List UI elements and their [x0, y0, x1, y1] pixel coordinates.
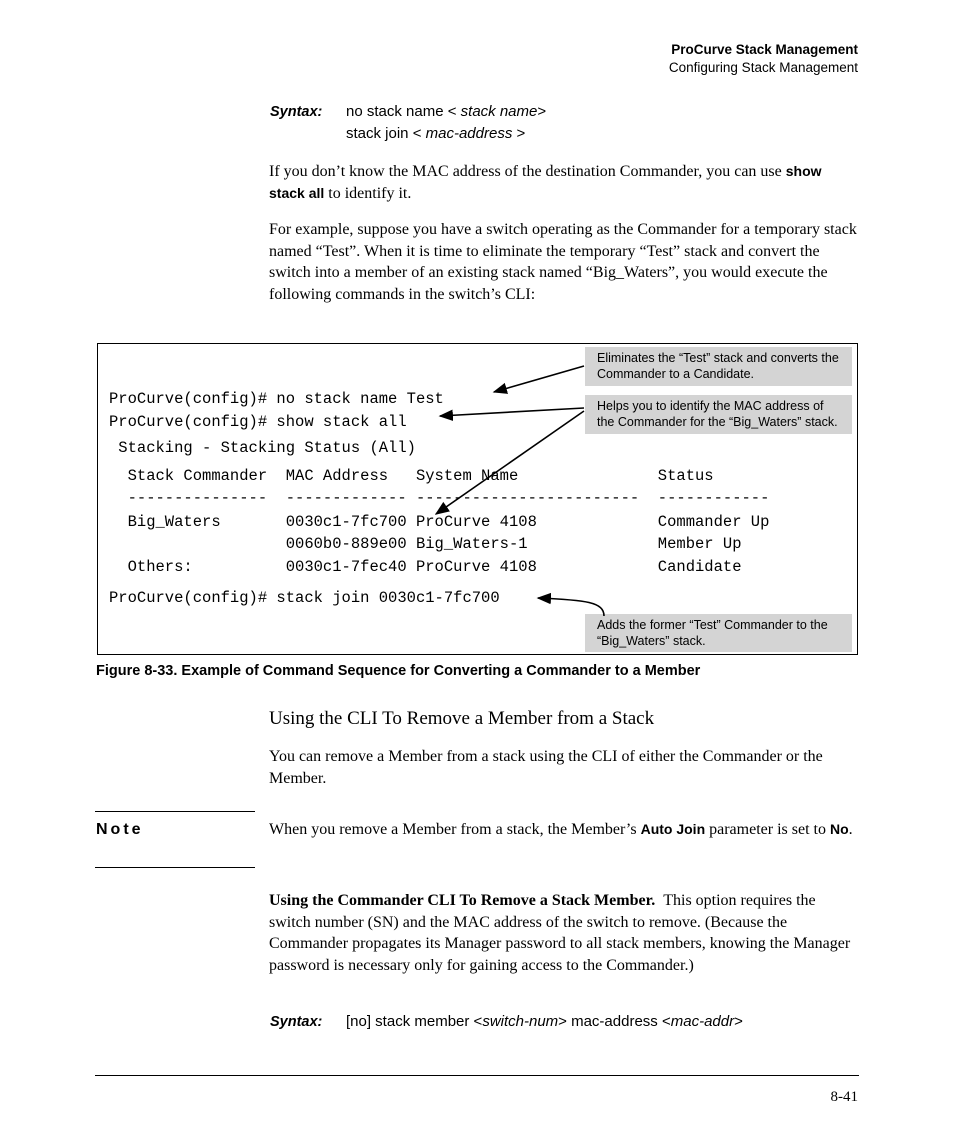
running-header [669, 41, 858, 77]
arrow-to-stack-join [538, 598, 604, 616]
syntax-line-stack-join [346, 125, 525, 142]
cli-figure [97, 343, 858, 655]
figure-caption: Figure 8-33. Example of Command Sequence for Converting a Commander to a Member [96, 663, 701, 679]
callout-show-stack-all: Helps you to identify the MAC address of the Commander for the “Big_Waters” stack. [585, 395, 852, 434]
syntax-label: Syntax: [270, 1014, 323, 1030]
syntax-param: mac-address [425, 125, 513, 142]
syntax-text: [no] stack member < [346, 1013, 483, 1030]
cli-line-show-stack-all: ProCurve(config)# show stack all [109, 413, 407, 431]
syntax-text: no stack name < [346, 103, 461, 120]
section-intro: You can remove a Member from a stack using the CLI of either the Commander or the Member. [269, 748, 823, 787]
syntax-text: > [537, 103, 547, 120]
paragraph-text: to identify it. [324, 184, 412, 202]
subsection-body: This option requires the switch number (SN) and the MAC address of the switch to remove. (Because the Commander propagates its Manager password to all stack members, knowing the Manager password is necessary only for gaining access to the Commander.) [269, 892, 851, 974]
syntax-label: Syntax: [270, 104, 323, 120]
cli-line-stack-join: ProCurve(config)# stack join 0030c1-7fc700 [109, 589, 500, 607]
syntax-param: stack name [460, 103, 538, 120]
page-number: 8-41 [830, 1089, 858, 1105]
command-text: show stack all [269, 163, 822, 201]
note-text [269, 819, 859, 841]
note-body-text: . [848, 821, 853, 838]
note-body-text: When you remove a Member from a stack, the Member’s [269, 821, 641, 838]
section-title: Using the CLI To Remove a Member from a Stack [269, 708, 655, 729]
cli-table-row: Big_Waters 0030c1-7fc700 ProCurve 4108 Commander Up [109, 513, 770, 531]
paragraph-example: For example, suppose you have a switch operating as the Commander for a temporary stack named “Test”. When it is time to eliminate the temporary “Test” stack and convert the switch into a member of an existing stack named “Big_Waters”, you would execute the following commands in the switch’s CLI: [269, 221, 857, 303]
syntax-param: mac-addr [670, 1013, 735, 1030]
cli-table-row: 0060b0-889e00 Big_Waters-1 Member Up [109, 535, 742, 553]
syntax-text: > [512, 125, 526, 142]
note-label: Note [96, 821, 144, 838]
syntax-param: switch-num [482, 1013, 559, 1030]
header-title: ProCurve Stack Management [671, 42, 858, 57]
note-bottom-rule [95, 867, 255, 868]
arrow-to-show-stack-all [440, 408, 584, 416]
cli-table-header: Stack Commander MAC Address System Name Status [109, 467, 714, 485]
callout-stack-join: Adds the former “Test” Commander to the “Big_Waters” stack. [585, 614, 852, 652]
syntax-text: > [734, 1013, 743, 1030]
paragraph-identify-mac [269, 161, 859, 204]
cli-table-divider: --------------- ------------- ------------------------ ------------ [109, 489, 770, 507]
arrow-to-mac-address [436, 411, 584, 514]
header-subtitle: Configuring Stack Management [668, 60, 858, 75]
syntax-line-stack-member [346, 1013, 743, 1030]
note-term-no: No [829, 821, 849, 837]
paragraph-text: If you don’t know the MAC address of the destination Commander, you can use [269, 163, 786, 180]
callout-no-stack-name: Eliminates the “Test” stack and converts the Commander to a Candidate. [585, 347, 852, 386]
footer-rule [95, 1075, 859, 1076]
syntax-text: stack join < [346, 125, 426, 142]
note-term-auto-join: Auto Join [640, 821, 706, 837]
subsection-heading: Using the Commander CLI To Remove a Stack Member. [269, 892, 656, 909]
cli-table-row: Others: 0030c1-7fec40 ProCurve 4108 Candidate [109, 558, 742, 576]
syntax-text: > mac-address < [558, 1013, 671, 1030]
cli-line-stacking-status: Stacking - Stacking Status (All) [109, 439, 416, 457]
subsection-remove-member [269, 890, 859, 976]
note-body-text: parameter is set to [705, 821, 830, 838]
callout-arrows [98, 344, 858, 654]
cli-line-no-stack-name: ProCurve(config)# no stack name Test [109, 390, 444, 408]
note-top-rule [95, 811, 255, 812]
arrow-to-no-stack-name [494, 366, 584, 392]
syntax-line-stack-name [346, 103, 546, 120]
